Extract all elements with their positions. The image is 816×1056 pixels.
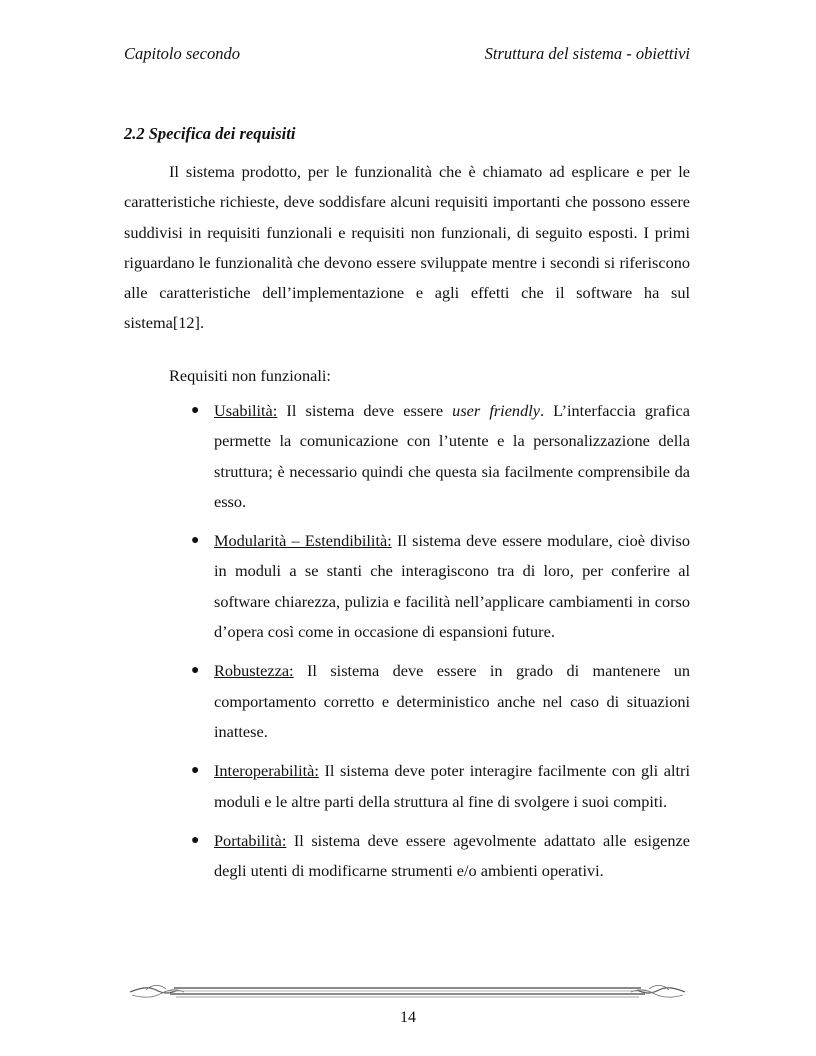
bullet-icon: ●	[191, 763, 200, 779]
list-item-interoperabilita	[169, 756, 690, 817]
bullet-icon: ●	[191, 533, 200, 549]
bullet-icon: ●	[191, 663, 200, 679]
requirement-text: . L’interfaccia grafica permette la comunicazione con l’utente e la personalizzazione della struttura; è necessario quindi che questa sia facilmente comprensibile da esso.	[214, 401, 691, 511]
requirement-term: Portabilità:	[214, 830, 287, 850]
requirement-text: Il sistema deve essere in grado di mantenere un comportamento corretto e deterministico anche nel caso di situazioni inattese.	[214, 661, 690, 741]
list-intro: Requisiti non funzionali:	[169, 366, 331, 385]
requirement-text: Il sistema deve essere	[277, 401, 453, 420]
list-item-usabilita	[169, 396, 690, 517]
requirement-emphasis: user friendly	[452, 401, 540, 420]
list-item-robustezza	[169, 656, 690, 747]
requirement-text: Il sistema deve essere agevolmente adattato alle esigenze degli utenti di modificarne strumenti e/o ambienti operativi.	[214, 830, 690, 881]
requirement-term: Robustezza:	[214, 661, 294, 681]
requirements-list	[169, 396, 690, 895]
page-header	[124, 44, 690, 68]
requirement-term: Usabilità:	[214, 401, 278, 420]
list-item-modularita	[169, 526, 690, 647]
intro-paragraph: Il sistema prodotto, per le funzionalità che è chiamato ad esplicare e per le caratteristiche richieste, deve soddisfare alcuni requisiti importanti che possono essere suddivisi in requisiti funzionali e requisiti non funzionali, di seguito esposti. I primi riguardano le funzionalità che devono essere sviluppate mentre i secondi si riferiscono alle caratteristiche dell’implementazione e agli effetti che il software ha sul sistema[12].	[124, 162, 690, 333]
requirement-term: Interoperabilità:	[214, 761, 319, 781]
bullet-icon: ●	[191, 832, 200, 848]
section-label: Struttura del sistema - obiettivi	[484, 44, 690, 63]
ornamental-divider	[126, 976, 689, 1004]
requirement-text: Il sistema deve essere modulare, cioè diviso in moduli a se stanti che interagiscono tra di loro, per conferire al software chiarezza, pulizia e facilità nell’applicare cambiamenti in corso d’opera così come in occasione di espansioni future.	[214, 531, 690, 642]
page-number: 14	[400, 1009, 416, 1026]
requirement-term: Modularità – Estendibilità:	[214, 531, 392, 551]
chapter-label: Capitolo secondo	[124, 44, 240, 63]
list-item-portabilita	[169, 826, 690, 887]
requirement-text: Il sistema deve poter interagire facilmente con gli altri moduli e le altre parti della struttura al fine di svolgere i suoi compiti.	[214, 761, 690, 811]
section-title: 2.2 Specifica dei requisiti	[124, 124, 296, 143]
bullet-icon: ●	[191, 403, 200, 418]
